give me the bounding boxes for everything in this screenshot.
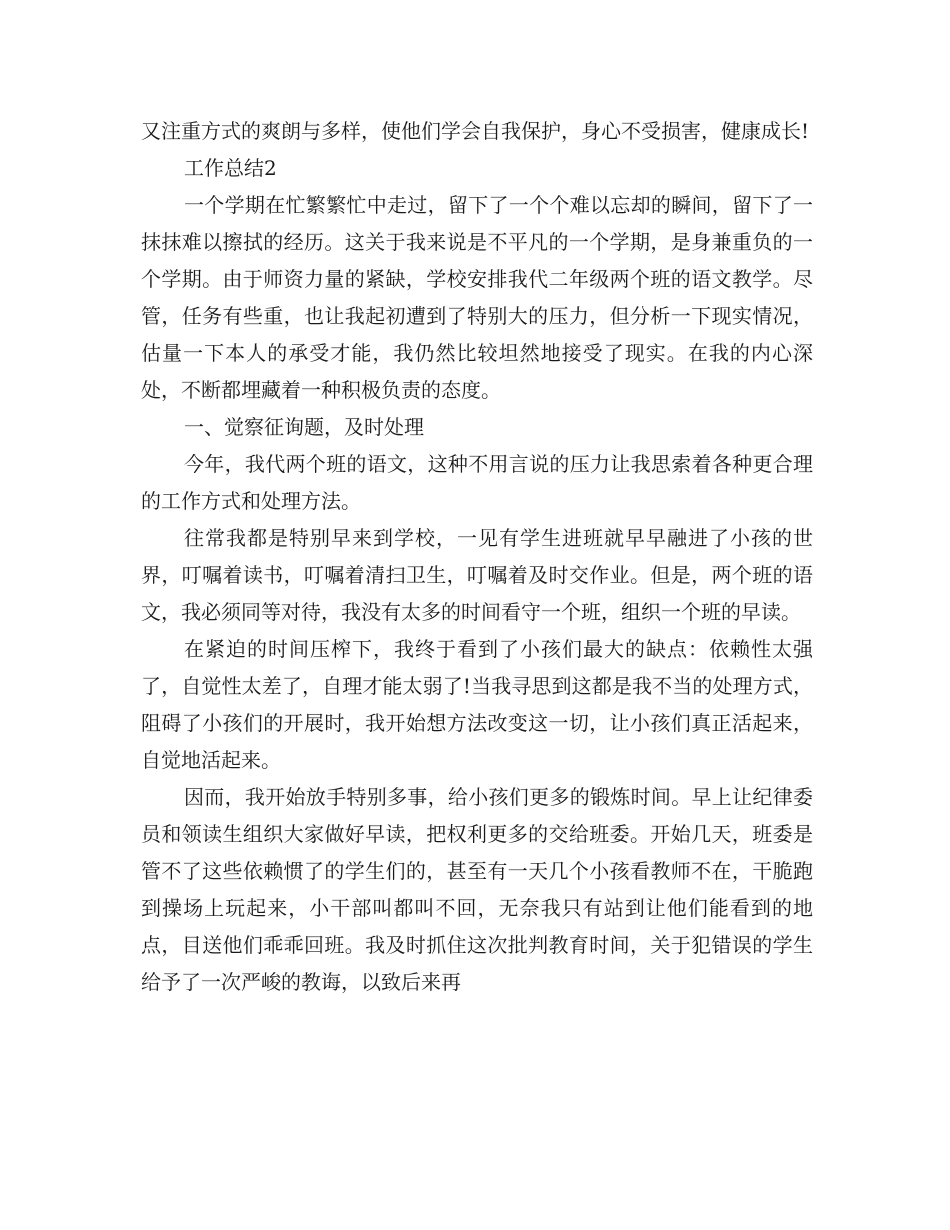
section-heading-1: 一、觉察征询题，及时处理: [184, 415, 424, 439]
paragraph: 往常我都是特别早来到学校，一见有学生进班就早早融进了小孩的世界，叮嘱着读书，叮嘱着清扫卫生，叮嘱着及时交作业。但是，两个班的语文，我必须同等对待，我没有太多的时间看守一个班，组织一个班的早读。: [141, 526, 813, 624]
paragraph: 今年，我代两个班的语文，这种不用言说的压力让我思索着各种更合理的工作方式和处理方法。: [141, 452, 813, 513]
paragraph-intro: 一个学期在忙繁繁忙中走过，留下了一个个难以忘却的瞬间，留下了一抹抹难以擦拭的经历。这关于我来说是不平凡的一个学期，是身兼重负的一个学期。由于师资力量的紧缺，学校安排我代二年级两个班的语文教学。尽管，任务有些重，也让我起初遭到了特别大的压力，但分析一下现实情况，估量一下本人的承受才能，我仍然比较坦然地接受了现实。在我的内心深处，不断都埋藏着一种积极负责的态度。: [141, 193, 813, 402]
paragraph: 因而，我开始放手特别多事，给小孩们更多的锻炼时间。早上让纪律委员和领读生组织大家做好早读，把权利更多的交给班委。开始几天，班委是管不了这些依赖惯了的学生们的，甚至有一天几个小孩看教师不在，干脆跑到操场上玩起来，小干部叫都叫不回，无奈我只有站到让他们能看到的地点，目送他们乖乖回班。我及时抓住这次批判教育时间，关于犯错误的学生给予了一次严峻的教诲，以致后来再: [141, 785, 813, 994]
paragraph-continuation: 又注重方式的爽朗与多样，使他们学会自我保护，身心不受损害，健康成长!: [141, 119, 810, 143]
document-body: [141, 113, 813, 1001]
section-heading-work-summary-2: 工作总结2: [184, 156, 277, 180]
paragraph: 在紧迫的时间压榨下，我终于看到了小孩们最大的缺点：依赖性太强了，自觉性太差了，自理才能太弱了!当我寻思到这都是我不当的处理方式，阻碍了小孩们的开展时，我开始想方法改变这一切，让小孩们真正活起来，自觉地活起来。: [141, 637, 813, 772]
